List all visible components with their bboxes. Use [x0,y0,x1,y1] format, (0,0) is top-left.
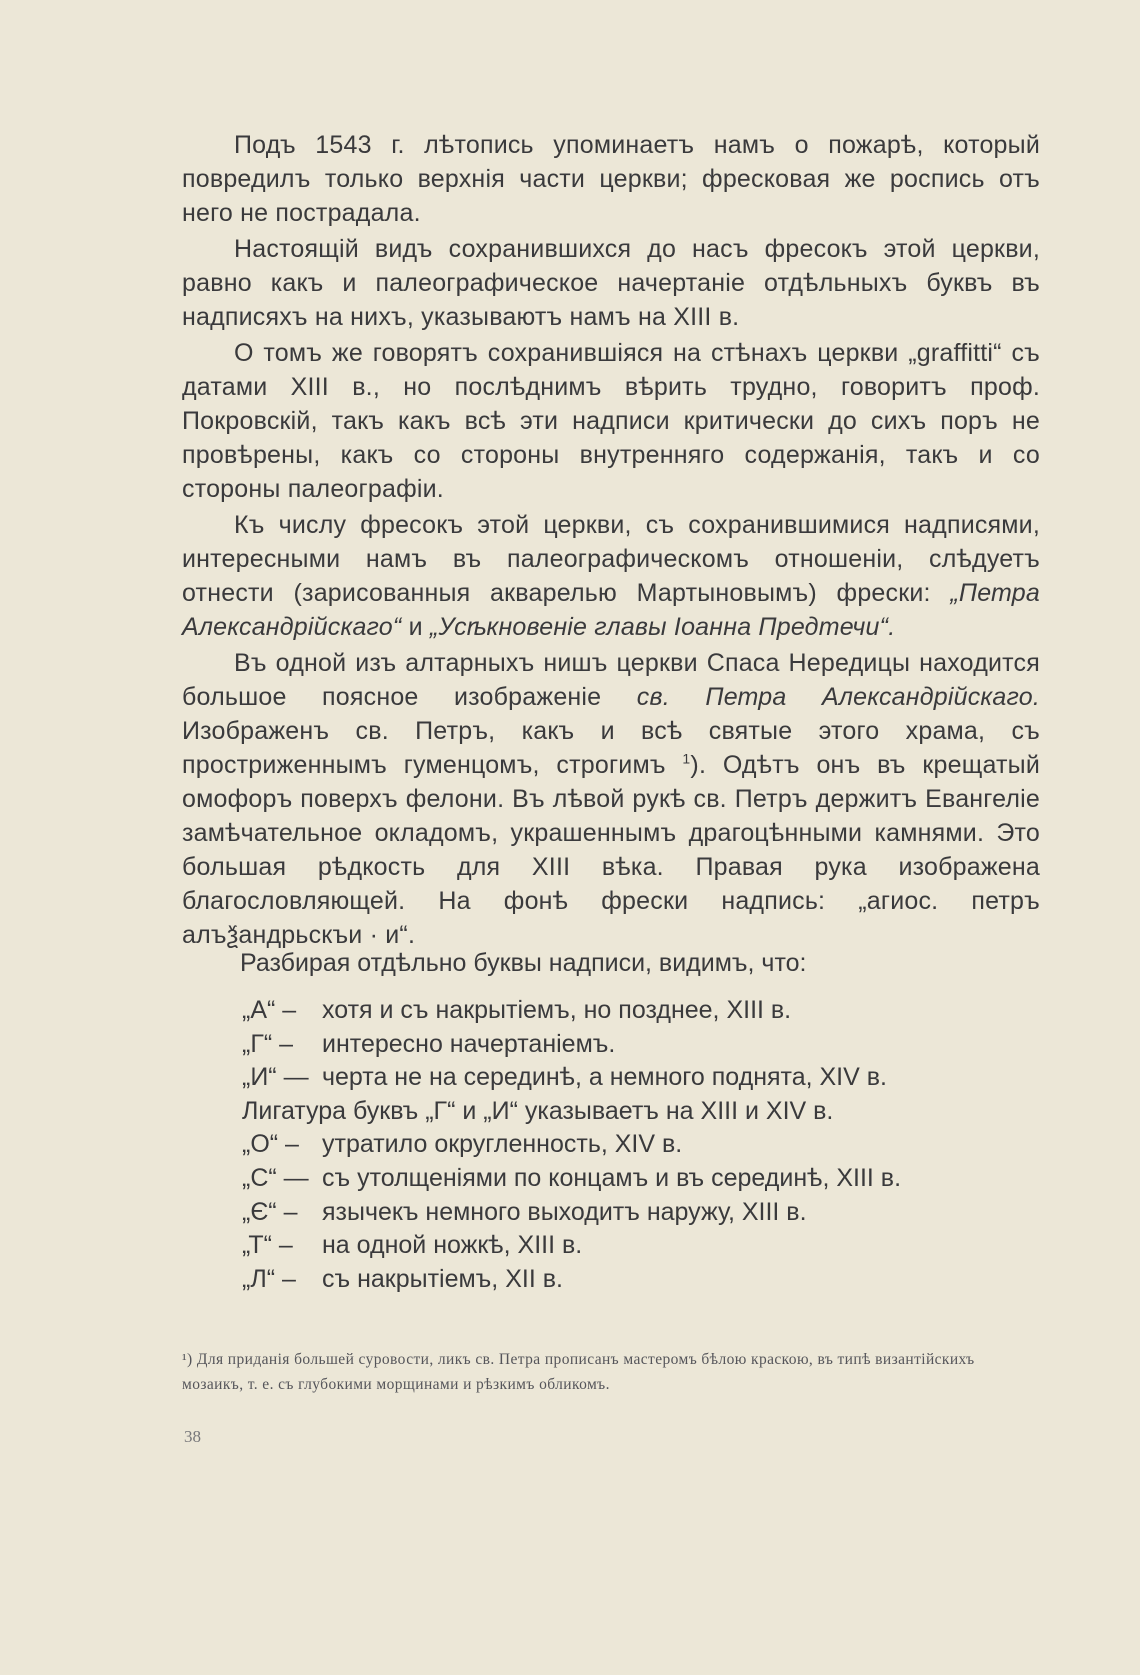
letter-analysis-list [242,994,901,1296]
letters-intro: Разбирая отдѣльно буквы надписи, видимъ, что: [240,949,807,977]
paragraph-4-text: Къ числу фресокъ этой церкви, съ сохранившимися надписями, интересными намъ въ палеографическомъ отношеніи, слѣдуетъ отнести (зарисованныя акварелью Мартыновымъ) фрески: [182,511,1040,607]
letter-note: на одной ножкѣ, XIII в. [322,1231,583,1260]
letter-row [242,1229,901,1263]
letter-mark: „А“ – [242,996,297,1024]
paragraph-5-text-2: Изображенъ св. Петръ, какъ и всѣ святые этого храма, съ простриженнымъ гуменцомъ, строгимъ [182,717,1040,779]
paragraph-2: Настоящій видъ сохранившихся до насъ фресокъ этой церкви, равно какъ и палеографическое начертаніе отдѣльныхъ буквъ въ надписяхъ на нихъ, указываютъ намъ на XIII в. [182,235,1040,331]
saint-name: св. Петра Александрійскаго. [636,683,1041,711]
body-text [182,128,1040,954]
letter-row [242,1061,901,1095]
letter-note: съ накрытіемъ, XII в. [322,1264,563,1293]
paragraph-5-text-3: ). Одѣтъ онъ въ крещатый омофоръ поверхъ фелони. Въ лѣвой рукѣ св. Петръ держитъ Евангеліе замѣчательное окладомъ, украшеннымъ драгоцѣнными камнями. Это большая рѣдкость для XIII вѣка. Правая рука изображена благословляющей. На фонѣ фрески надпись: [182,751,1041,915]
letter-mark: „О“ – [242,1130,299,1159]
footnote-mark: ¹) [182,1351,193,1368]
letter-mark: „С“ — [242,1163,309,1192]
letter-note: утратило округленность, XIV в. [322,1130,683,1159]
letter-note: черта не на серединѣ, а немного поднята, XIV в. [322,1063,887,1092]
fresco-title-beheading: „Усѣкновеніе главы Іоанна Предтечи“. [429,613,896,641]
paragraph-3: О томъ же говорятъ сохранившіяся на стѣнахъ церкви „graffitti“ съ датами XIII в., но послѣднимъ вѣрить трудно, говоритъ проф. Покровскій, такъ какъ всѣ эти надписи критически до сихъ поръ не провѣрены, какъ со стороны внутренняго содержанія, такъ и со стороны палеографіи. [182,339,1040,503]
letter-note: язычекъ немного выходитъ наружу, XIII в. [322,1197,807,1226]
paragraph-1: Подъ 1543 г. лѣтопись упоминаетъ намъ о пожарѣ, который повредилъ только верхнія части церкви; фресковая же роспись отъ него не пострадала. [182,131,1040,227]
letter-mark: „Г“ – [242,1029,294,1058]
letter-mark: „Л“ – [242,1264,296,1293]
letter-row [242,1028,901,1062]
letter-mark: „Т“ – [242,1231,293,1260]
page-number: 38 [184,1427,201,1446]
fresco-title-peter: „Петра Александрійскаго“ [182,579,1040,641]
letter-row [242,1128,901,1162]
letter-note: съ утолщеніями по концамъ и въ серединѣ, XIII в. [322,1163,902,1192]
conjunction: и [408,613,423,641]
letter-row [242,1196,901,1230]
paragraph-5 [182,646,1040,952]
footnote-ref: 1 [682,750,691,767]
letter-note: Лигатура буквъ „Г“ и „И“ указываетъ на XIII и XIV в. [242,1096,834,1125]
letter-row [242,994,901,1028]
letter-row [242,1095,901,1129]
letter-mark: „Є“ – [242,1197,298,1226]
letter-mark: „И“ — [242,1063,309,1092]
footnote [182,1347,1040,1397]
letter-row [242,1263,901,1297]
letter-row [242,1162,901,1196]
letter-note: хотя и съ накрытіемъ, но позднее, XIII в. [322,996,792,1024]
paragraph-4 [182,508,1040,644]
footnote-text: Для приданія большей суровости, ликъ св. Петра прописанъ мастеромъ бѣлою краскою, въ типѣ византійскихъ мозаикъ, т. е. съ глубокими морщинами и рѣзкимъ обликомъ. [182,1351,975,1393]
fresco-inscription: „агиос. петръ алъѯандрьскъи · и“. [182,887,1040,949]
paragraph-5-text-1: Въ одной изъ алтарныхъ нишъ церкви Спаса Нередицы находится большое поясное изображеніе [182,649,1040,711]
letter-note: интересно начертаніемъ. [322,1029,616,1058]
